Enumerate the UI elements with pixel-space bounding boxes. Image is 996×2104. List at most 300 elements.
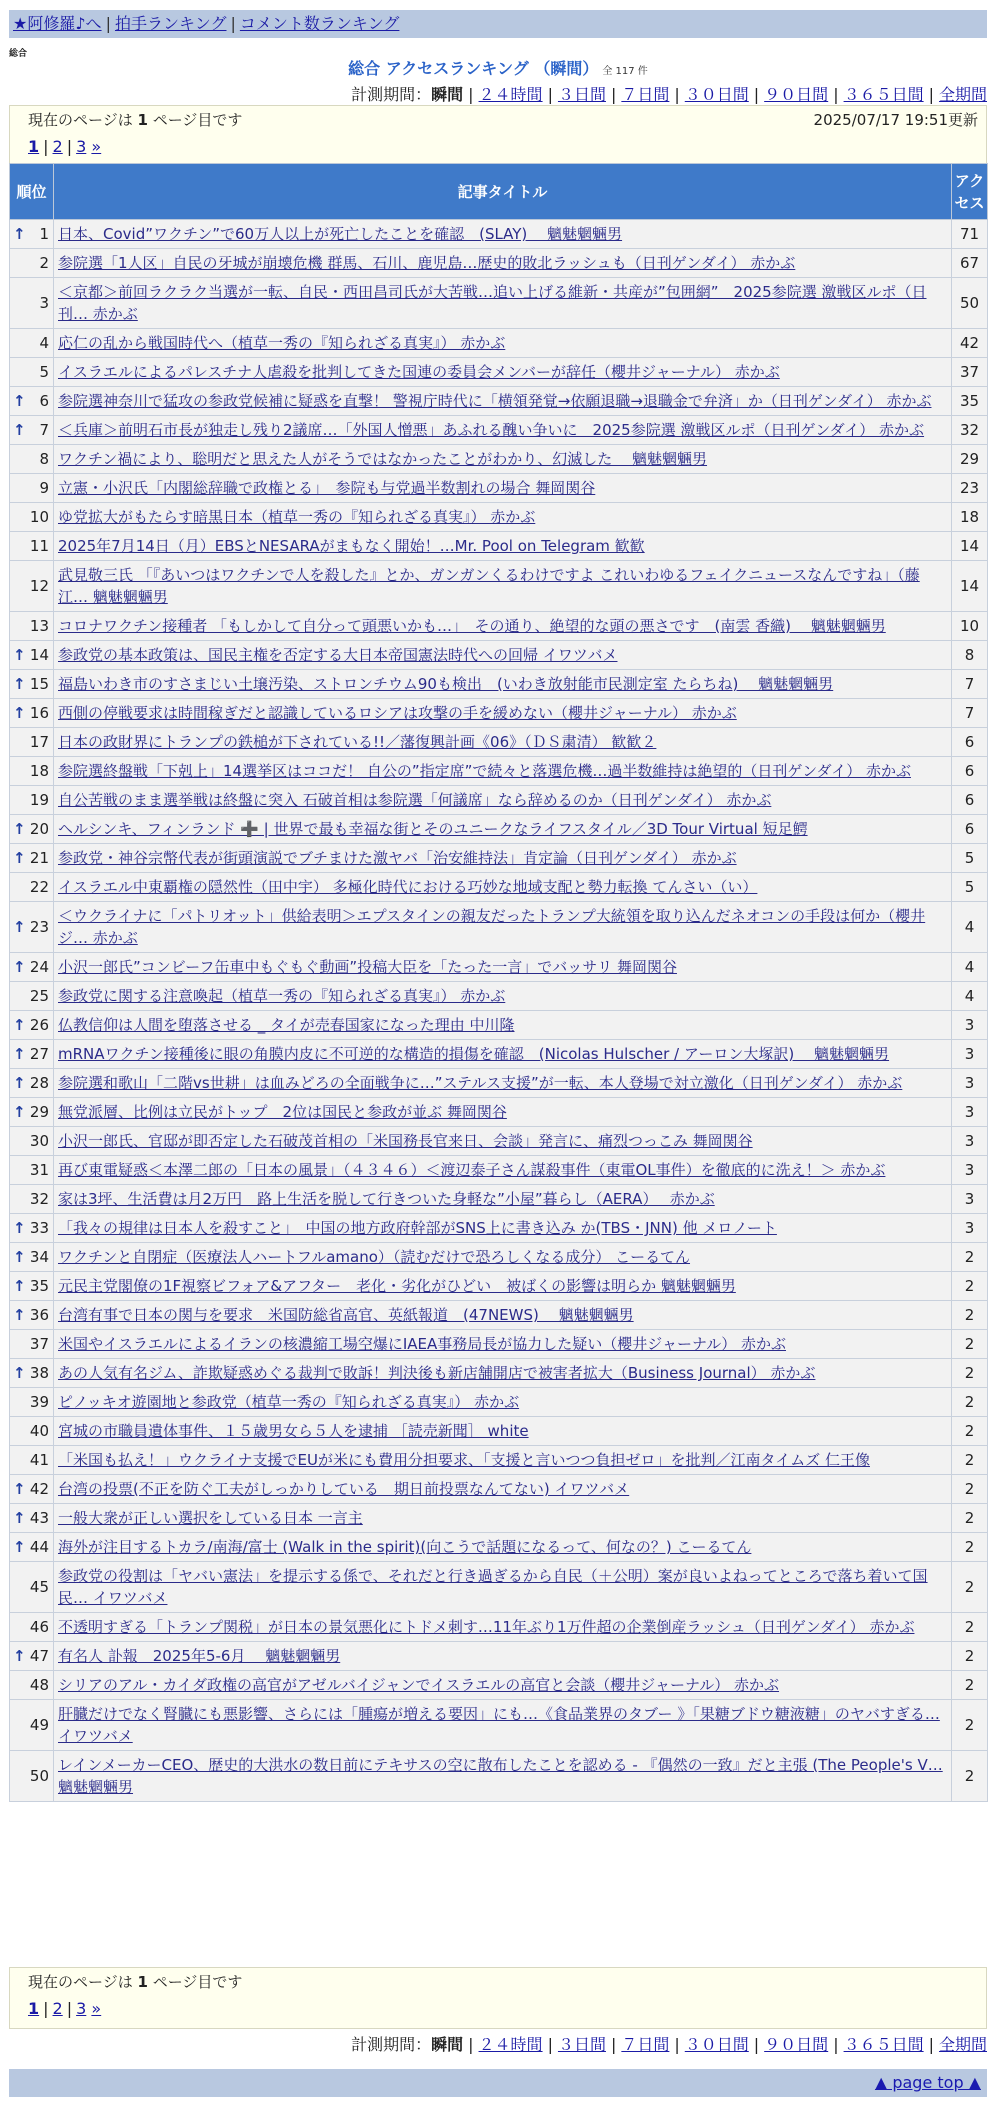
table-row (10, 670, 988, 699)
up-arrow-icon: ↑ (13, 1045, 26, 1063)
article-link[interactable]: 参院選神奈川で猛攻の参政党候補に疑惑を直撃！ 警視庁時代に「横領発覚→依願退職→退職金で弁済」か（日刊ゲンダイ） 赤かぶ (58, 392, 932, 410)
rank-cell (10, 532, 54, 561)
period-option-1[interactable]: ２４時間 (478, 85, 543, 104)
title-cell (54, 220, 952, 249)
table-row (10, 699, 988, 728)
table-row (10, 757, 988, 786)
rank-cell (10, 1098, 54, 1127)
title-cell (54, 982, 952, 1011)
period-current: 瞬間 (431, 2035, 464, 2054)
rank-cell (10, 503, 54, 532)
rank-number: 11 (29, 537, 49, 555)
article-link[interactable]: 参政党に関する注意喚起（植草一秀の『知られざる真実』） 赤かぶ (58, 987, 506, 1005)
title-cell (54, 757, 952, 786)
period-option-7[interactable]: 全期間 (938, 85, 987, 104)
rank-cell (10, 1272, 54, 1301)
rank-number: 34 (29, 1248, 49, 1266)
rank-cell (10, 670, 54, 699)
rank-number: 29 (29, 1103, 49, 1121)
article-link[interactable]: 再び東電疑惑＜本澤二郎の「日本の風景」（４３４６）＜渡辺泰子さん謀殺事件（東電OL事件）を徹底的に洗え！＞ 赤かぶ (58, 1161, 886, 1179)
period-option-2[interactable]: ３日間 (557, 85, 606, 104)
period-option-5[interactable]: ９０日間 (764, 85, 829, 104)
rank-number: 42 (29, 1480, 49, 1498)
period-separator: | (610, 2035, 617, 2054)
rank-cell (10, 561, 54, 612)
period-option-4[interactable]: ３０日間 (684, 85, 749, 104)
top-nav-bar (9, 10, 987, 38)
rank-number: 16 (29, 704, 49, 722)
rank-number: 28 (29, 1074, 49, 1092)
article-link[interactable]: 海外が注目するトカラ/南海/富士 (Walk in the spirit)(向こうで話題になるって、何なの？) こーるてん (58, 1538, 752, 1556)
title-cell (54, 728, 952, 757)
article-link[interactable]: 参院選和歌山「二階vs世耕」は血みどろの全面戦争に…”ステルス支援”が一転、本人登場で対立激化（日刊ゲンダイ） 赤かぶ (58, 1074, 903, 1092)
title-cell (54, 1040, 952, 1069)
table-row (10, 1040, 988, 1069)
rank-cell (10, 249, 54, 278)
rank-cell (10, 1069, 54, 1098)
title-cell (54, 249, 952, 278)
pager-next[interactable]: » (91, 1999, 102, 2018)
title-cell (54, 1098, 952, 1127)
table-row (10, 416, 988, 445)
access-count: 6 (952, 728, 988, 757)
access-count: 2 (952, 1272, 988, 1301)
rank-cell (10, 728, 54, 757)
title-header: 記事タイトル (54, 164, 952, 220)
article-link[interactable]: イスラエル中東覇権の隠然性（田中宇） 多極化時代における巧妙な地域支配と勢力転換 てんさい（い） (58, 878, 758, 896)
up-arrow-icon: ↑ (13, 918, 26, 936)
table-row (10, 1671, 988, 1700)
table-row (10, 220, 988, 249)
rank-cell (10, 1040, 54, 1069)
up-arrow-icon: ↑ (13, 421, 26, 439)
access-count: 3 (952, 1156, 988, 1185)
access-count: 6 (952, 786, 988, 815)
period-separator: | (753, 85, 760, 104)
table-row (10, 1011, 988, 1040)
article-link[interactable]: 立憲・小沢氏「内閣総辞職で政権とる」 参院も与党過半数割れの場合 舞岡関谷 (58, 479, 596, 497)
table-row (10, 1272, 988, 1301)
access-count: 2 (952, 1359, 988, 1388)
rank-cell (10, 1185, 54, 1214)
table-row (10, 387, 988, 416)
table-header-row (10, 164, 988, 220)
article-link[interactable]: 「米国も払え！」ウクライナ支援でEUが米にも費用分担要求、「支援と言いつつ負担ゼロ」を批判／江南タイムズ 仁王像 (58, 1451, 870, 1469)
title-cell (54, 786, 952, 815)
rank-cell (10, 1446, 54, 1475)
access-count: 2 (952, 1700, 988, 1751)
access-count: 4 (952, 953, 988, 982)
title-cell (54, 474, 952, 503)
article-link[interactable]: 参政党の役割は「ヤバい憲法」を提示する係で、それだと行き過ぎるから自民（＋公明）案が良いよねってところで落ち着いて国民… イワツバメ (58, 1567, 928, 1607)
article-link[interactable]: 有名人 訃報 2025年5-6月 魑魅魍魎男 (58, 1647, 341, 1665)
rank-number: 22 (29, 878, 49, 896)
rank-number: 1 (39, 225, 49, 243)
rank-cell (10, 1330, 54, 1359)
period-current: 瞬間 (431, 85, 464, 104)
rank-number: 24 (29, 958, 49, 976)
rank-cell (10, 1156, 54, 1185)
pager-page-2[interactable]: 2 (52, 137, 63, 156)
period-selector-bottom (351, 2034, 987, 2056)
table-row (10, 445, 988, 474)
rank-cell (10, 1011, 54, 1040)
rank-number: 15 (29, 675, 49, 693)
rank-number: 26 (29, 1016, 49, 1034)
article-link[interactable]: ヘルシンキ、フィンランド ➕ | 世界で最も幸福な街とそのユニークなライフスタイル／3D Tour Virtual 短足鰐 (58, 820, 808, 838)
article-link[interactable]: 小沢一郎氏、官邸が即否定した石破茂首相の「米国務長官来日、会談」発言に、痛烈つっこみ 舞岡関谷 (58, 1132, 753, 1150)
rank-cell (10, 1613, 54, 1642)
article-link[interactable]: 参政党・神谷宗幣代表が街頭演説でブチまけた激ヤバ「治安維持法」肯定論（日刊ゲンダイ） 赤かぶ (58, 849, 737, 867)
pager (28, 137, 101, 156)
access-header: アクセス (952, 164, 988, 220)
title-cell (54, 387, 952, 416)
access-count: 6 (952, 757, 988, 786)
rank-cell (10, 1301, 54, 1330)
article-link[interactable]: 小沢一郎氏”コンビーフ缶車中もぐもぐ動画”投稿大臣を「たった一言」でバッサリ 舞岡関谷 (58, 958, 677, 976)
article-link[interactable]: 応仁の乱から戦国時代へ（植草一秀の『知られざる真実』） 赤かぶ (58, 334, 506, 352)
table-row (10, 1751, 988, 1802)
access-count: 67 (952, 249, 988, 278)
rank-number: 13 (29, 617, 49, 635)
article-link[interactable]: 宮城の市職員遺体事件、１５歳男女ら５人を逮捕 ［読売新聞］ white (58, 1422, 529, 1440)
article-link[interactable]: 台湾有事で日本の関与を要求 米国防総省高官、英紙報道 (47NEWS) 魑魅魍魎男 (58, 1306, 634, 1324)
period-option-3[interactable]: ７日間 (621, 2035, 670, 2054)
ranking-table (9, 163, 988, 1802)
period-selector-top (351, 84, 987, 106)
article-link[interactable]: ワクチンと自閉症（医療法人ハートフルamano）（読むだけで恐ろしくなる成分） こーるてん (58, 1248, 691, 1266)
period-option-6[interactable]: ３６５日間 (843, 85, 924, 104)
table-row (10, 786, 988, 815)
rank-cell (10, 329, 54, 358)
pager (28, 1999, 101, 2018)
rank-number: 47 (29, 1647, 49, 1665)
table-row (10, 1098, 988, 1127)
rank-cell (10, 1475, 54, 1504)
table-row (10, 278, 988, 329)
section-label: 総合 (9, 49, 28, 59)
rank-cell (10, 873, 54, 902)
title-cell (54, 1671, 952, 1700)
up-arrow-icon: ↑ (13, 675, 26, 693)
rank-number: 9 (39, 479, 49, 497)
table-row (10, 873, 988, 902)
rank-number: 37 (29, 1335, 49, 1353)
access-count: 35 (952, 387, 988, 416)
rank-number: 49 (29, 1716, 49, 1734)
rank-cell (10, 815, 54, 844)
applause-ranking-link[interactable]: 拍手ランキング (114, 14, 227, 33)
table-row (10, 1417, 988, 1446)
up-arrow-icon: ↑ (13, 1103, 26, 1121)
access-count: 3 (952, 1214, 988, 1243)
rank-number: 6 (39, 392, 49, 410)
title-cell (54, 358, 952, 387)
up-arrow-icon: ↑ (13, 1480, 26, 1498)
period-label: 計測期間： (351, 85, 432, 104)
rank-cell (10, 982, 54, 1011)
rank-number: 35 (29, 1277, 49, 1295)
rank-cell (10, 1127, 54, 1156)
up-arrow-icon: ↑ (13, 849, 26, 867)
article-link[interactable]: 台湾の投票(不正を防ぐ工夫がしっかりしている 期日前投票なんてない) イワツバメ (58, 1480, 630, 1498)
rank-cell (10, 1533, 54, 1562)
up-arrow-icon: ↑ (13, 646, 26, 664)
article-link[interactable]: mRNAワクチン接種後に眼の角膜内皮に不可逆的な構造的損傷を確認 (Nicolas Hulscher / アーロン大塚訳) 魑魅魍魎男 (58, 1045, 890, 1063)
article-link[interactable]: 参政党の基本政策は、国民主権を否定する大日本帝国憲法時代への回帰 イワツバメ (58, 646, 618, 664)
ranking-heading (0, 58, 996, 83)
article-link[interactable]: 肝臓だけでなく腎臓にも悪影響、さらには「腫瘍が増える要因」にも…《食品業界のタブー 》「果糖ブドウ糖液糖」のヤバすぎる… イワツバメ (58, 1705, 940, 1745)
title-cell (54, 445, 952, 474)
title-cell (54, 953, 952, 982)
title-cell (54, 1243, 952, 1272)
rank-number: 43 (29, 1509, 49, 1527)
article-link[interactable]: 西側の停戦要求は時間稼ぎだと認識しているロシアは攻撃の手を緩めない（櫻井ジャーナル） 赤かぶ (58, 704, 737, 722)
home-link[interactable]: ★阿修羅♪へ (13, 14, 102, 33)
nav-separator: | (230, 14, 236, 33)
table-row (10, 844, 988, 873)
title-cell (54, 1011, 952, 1040)
access-count: 2 (952, 1751, 988, 1802)
access-count: 2 (952, 1562, 988, 1613)
access-count: 23 (952, 474, 988, 503)
table-row (10, 815, 988, 844)
comment-ranking-link[interactable]: コメント数ランキング (239, 14, 400, 33)
rank-header: 順位 (10, 164, 54, 220)
rank-number: 4 (39, 334, 49, 352)
up-arrow-icon: ↑ (13, 1306, 26, 1324)
table-row (10, 1214, 988, 1243)
access-count: 32 (952, 416, 988, 445)
article-link[interactable]: 一般大衆が正しい選択をしている日本 一言主 (58, 1509, 363, 1527)
title-cell (54, 1446, 952, 1475)
up-arrow-icon: ↑ (13, 392, 26, 410)
rank-cell (10, 641, 54, 670)
article-link[interactable]: 2025年7月14日（月）EBSとNESARAがまもなく開始！…Mr. Pool on Telegram 歓歓 (58, 537, 645, 555)
table-row (10, 953, 988, 982)
period-separator: | (547, 2035, 553, 2054)
period-option-7[interactable]: 全期間 (938, 2035, 987, 2054)
title-cell (54, 641, 952, 670)
rank-number: 45 (29, 1578, 49, 1596)
rank-number: 23 (29, 918, 49, 936)
article-link[interactable]: ＜兵庫＞前明石市長が独走し残り2議席…「外国人憎悪」あふれる醜い争いに 2025参院選 激戦区ルポ（日刊ゲンダイ） 赤かぶ (58, 421, 925, 439)
table-row (10, 1700, 988, 1751)
page-title: 総合 アクセスランキング （瞬間） (348, 59, 599, 78)
article-link[interactable]: ＜京都＞前回ラクラク当選が一転、自民・西田昌司氏が大苦戦…追い上げる維新・共産が”包囲網” 2025参院選 激戦区ルポ（日刊… 赤かぶ (58, 283, 927, 323)
rank-cell (10, 1504, 54, 1533)
access-count: 4 (952, 902, 988, 953)
article-link[interactable]: 無党派層、比例は立民がトップ 2位は国民と参政が並ぶ 舞岡関谷 (58, 1103, 507, 1121)
period-option-4[interactable]: ３０日間 (684, 2035, 749, 2054)
rank-number: 8 (39, 450, 49, 468)
rank-cell (10, 220, 54, 249)
pager-page-2[interactable]: 2 (52, 1999, 63, 2018)
pager-page-3[interactable]: 3 (76, 1999, 87, 2018)
title-cell (54, 1475, 952, 1504)
rank-number: 40 (29, 1422, 49, 1440)
access-count: 2 (952, 1417, 988, 1446)
access-count: 3 (952, 1098, 988, 1127)
access-count: 50 (952, 278, 988, 329)
pager-current-page[interactable]: 1 (28, 137, 40, 156)
table-row (10, 1185, 988, 1214)
access-count: 5 (952, 873, 988, 902)
rank-number: 44 (29, 1538, 49, 1556)
article-link[interactable]: 「我々の規律は日本人を殺すこと」 中国の地方政府幹部がSNS上に書き込み か(TBS・JNN) 他 メロノート (58, 1219, 777, 1237)
article-link[interactable]: 家は3坪、生活費は月2万円 路上生活を脱して行きついた身軽な”小屋”暮らし（AERA） 赤かぶ (58, 1190, 715, 1208)
period-option-6[interactable]: ３６５日間 (843, 2035, 924, 2054)
rank-cell (10, 902, 54, 953)
article-link[interactable]: ＜ウクライナに「パトリオット」供給表明＞エプスタインの親友だったトランプ大統領を取り込んだネオコンの手段は何か（櫻井ジ… 赤かぶ (58, 907, 926, 947)
article-link[interactable]: 米国やイスラエルによるイランの核濃縮工場空爆にIAEA事務局長が協力した疑い（櫻井ジャーナル） 赤かぶ (58, 1335, 786, 1353)
rank-cell (10, 844, 54, 873)
article-link[interactable]: シリアのアル・カイダ政権の高官がアゼルバイジャンでイスラエルの高官と会談（櫻井ジャーナル） 赤かぶ (58, 1676, 780, 1694)
article-link[interactable]: あの人気有名ジム、詐欺疑惑めぐる裁判で敗訴！判決後も新店舗開店で被害者拡大（Business Journal） 赤かぶ (58, 1364, 816, 1382)
up-arrow-icon: ↑ (13, 1509, 26, 1527)
title-cell (54, 278, 952, 329)
rank-cell (10, 699, 54, 728)
rank-cell (10, 1671, 54, 1700)
period-option-1[interactable]: ２４時間 (478, 2035, 543, 2054)
table-row (10, 1156, 988, 1185)
title-cell (54, 416, 952, 445)
table-row (10, 1359, 988, 1388)
table-row (10, 1504, 988, 1533)
title-cell (54, 503, 952, 532)
title-cell (54, 1156, 952, 1185)
table-row (10, 1613, 988, 1642)
title-cell (54, 1127, 952, 1156)
period-option-5[interactable]: ９０日間 (764, 2035, 829, 2054)
rank-number: 27 (29, 1045, 49, 1063)
article-link[interactable]: イスラエルによるパレスチナ人虐殺を批判してきた国連の委員会メンバーが辞任（櫻井ジャーナル） 赤かぶ (58, 363, 780, 381)
rank-cell (10, 786, 54, 815)
access-count: 5 (952, 844, 988, 873)
rank-cell (10, 416, 54, 445)
rank-number: 38 (29, 1364, 49, 1382)
table-row (10, 1127, 988, 1156)
title-cell (54, 1504, 952, 1533)
access-count: 3 (952, 1127, 988, 1156)
rank-number: 12 (29, 577, 49, 595)
rank-number: 14 (29, 646, 49, 664)
up-arrow-icon: ↑ (13, 1219, 26, 1237)
title-cell (54, 1700, 952, 1751)
table-row (10, 249, 988, 278)
period-option-2[interactable]: ３日間 (557, 2035, 606, 2054)
access-count: 2 (952, 1613, 988, 1642)
article-link[interactable]: 日本、Covid”ワクチン”で60万人以上が死亡したことを確認 (SLAY) 魑魅魍魎男 (58, 225, 623, 243)
period-separator: | (928, 85, 934, 104)
access-count: 6 (952, 815, 988, 844)
access-count: 14 (952, 532, 988, 561)
access-count: 3 (952, 1040, 988, 1069)
article-link[interactable]: 自公苦戦のまま選挙戦は終盤に突入 石破首相は参院選「何議席」なら辞めるのか（日刊ゲンダイ） 赤かぶ (58, 791, 772, 809)
title-cell (54, 1359, 952, 1388)
rank-number: 30 (29, 1132, 49, 1150)
article-link[interactable]: 日本の政財界にトランプの鉄槌が下されている!!／藩復興計画《06》（ＤＳ粛清） 歓歓２ (58, 733, 657, 751)
total-count: 全 117 件 (602, 66, 648, 77)
page-info-panel-top (9, 105, 987, 167)
access-count: 2 (952, 1388, 988, 1417)
title-cell (54, 873, 952, 902)
table-row (10, 503, 988, 532)
table-row (10, 1475, 988, 1504)
page-top-link[interactable]: ▲ page top ▲ (874, 2073, 981, 2092)
article-link[interactable]: コロナワクチン接種者 「もしかして自分って頭悪いかも…」 その通り、絶望的な頭の悪さです (南雲 香織) 魑魅魍魎男 (58, 617, 886, 635)
period-separator: | (833, 85, 839, 104)
access-count: 2 (952, 1301, 988, 1330)
article-link[interactable]: ワクチン禍により、聡明だと思えた人がそうではなかったことがわかり、幻滅した 魑魅魍魎男 (58, 450, 708, 468)
pager-next[interactable]: » (91, 137, 102, 156)
table-row (10, 728, 988, 757)
title-cell (54, 1272, 952, 1301)
access-count: 7 (952, 699, 988, 728)
article-link[interactable]: 仏教信仰は人間を堕落させる _ タイが売春国家になった理由 中川隆 (58, 1016, 515, 1034)
rank-cell (10, 1243, 54, 1272)
rank-number: 18 (29, 762, 49, 780)
article-link[interactable]: 参院選「1人区」自民の牙城が崩壊危機 群馬、石川、鹿児島…歴史的敗北ラッシュも（日刊ゲンダイ） 赤かぶ (58, 254, 796, 272)
rank-number: 36 (29, 1306, 49, 1324)
page-info-panel-bottom (9, 1967, 987, 2029)
pager-current-page[interactable]: 1 (28, 1999, 40, 2018)
rank-number: 25 (29, 987, 49, 1005)
access-count: 2 (952, 1475, 988, 1504)
access-count: 8 (952, 641, 988, 670)
title-cell (54, 612, 952, 641)
article-link[interactable]: 武見敬三氏 「『あいつはワクチンで人を殺した』とか、ガンガンくるわけですよ これいわゆるフェイクニュースなんですね」（藤江… 魑魅魍魎男 (58, 566, 920, 606)
rank-number: 31 (29, 1161, 49, 1179)
title-cell (54, 844, 952, 873)
article-link[interactable]: 元民主党閣僚の1F視察ビフォア&アフター 老化・劣化がひどい 被ばくの影響は明らか 魑魅魍魎男 (58, 1277, 736, 1295)
current-page-message: 現在のページは 1 ページ目です (28, 111, 243, 129)
article-link[interactable]: ゆ党拡大がもたらす暗黒日本（植草一秀の『知られざる真実』） 赤かぶ (58, 508, 536, 526)
title-cell (54, 1185, 952, 1214)
up-arrow-icon: ↑ (13, 820, 26, 838)
access-count: 2 (952, 1642, 988, 1671)
period-separator: | (928, 2035, 934, 2054)
access-count: 7 (952, 670, 988, 699)
title-cell (54, 1301, 952, 1330)
access-count: 2 (952, 1504, 988, 1533)
rank-cell (10, 474, 54, 503)
period-separator: | (674, 2035, 680, 2054)
table-row (10, 1642, 988, 1671)
title-cell (54, 1417, 952, 1446)
rank-cell (10, 387, 54, 416)
rank-cell (10, 1562, 54, 1613)
pager-separator: | (66, 1999, 73, 2018)
pager-page-3[interactable]: 3 (76, 137, 87, 156)
article-link[interactable]: 参院選終盤戦「下剋上」14選挙区はココだ！ 自公の”指定席”で続々と落選危機…過半数維持は絶望的（日刊ゲンダイ） 赤かぶ (58, 762, 911, 780)
article-link[interactable]: ピノッキオ遊園地と参政党（植草一秀の『知られざる真実』） 赤かぶ (58, 1393, 520, 1411)
rank-cell (10, 757, 54, 786)
access-count: 37 (952, 358, 988, 387)
up-arrow-icon: ↑ (13, 1074, 26, 1092)
article-link[interactable]: 福島いわき市のすさまじい土壌汚染、ストロンチウム90も検出 (いわき放射能市民測定室 たらちね) 魑魅魍魎男 (58, 675, 834, 693)
access-count: 10 (952, 612, 988, 641)
table-row (10, 358, 988, 387)
table-row (10, 1533, 988, 1562)
period-option-3[interactable]: ７日間 (621, 85, 670, 104)
rank-number: 21 (29, 849, 49, 867)
up-arrow-icon: ↑ (13, 1248, 26, 1266)
article-link[interactable]: レインメーカーCEO、歴史的大洪水の数日前にテキサスの空に散布したことを認める - 『偶然の一致』だと主張 (The People's V… 魑魅魍魎男 (58, 1756, 943, 1796)
article-link[interactable]: 不透明すぎる「トランプ関税」が日本の景気悪化にトドメ刺す…11年ぶり1万件超の企業倒産ラッシュ（日刊ゲンダイ） 赤かぶ (58, 1618, 915, 1636)
rank-number: 2 (39, 254, 49, 272)
access-count: 2 (952, 1330, 988, 1359)
